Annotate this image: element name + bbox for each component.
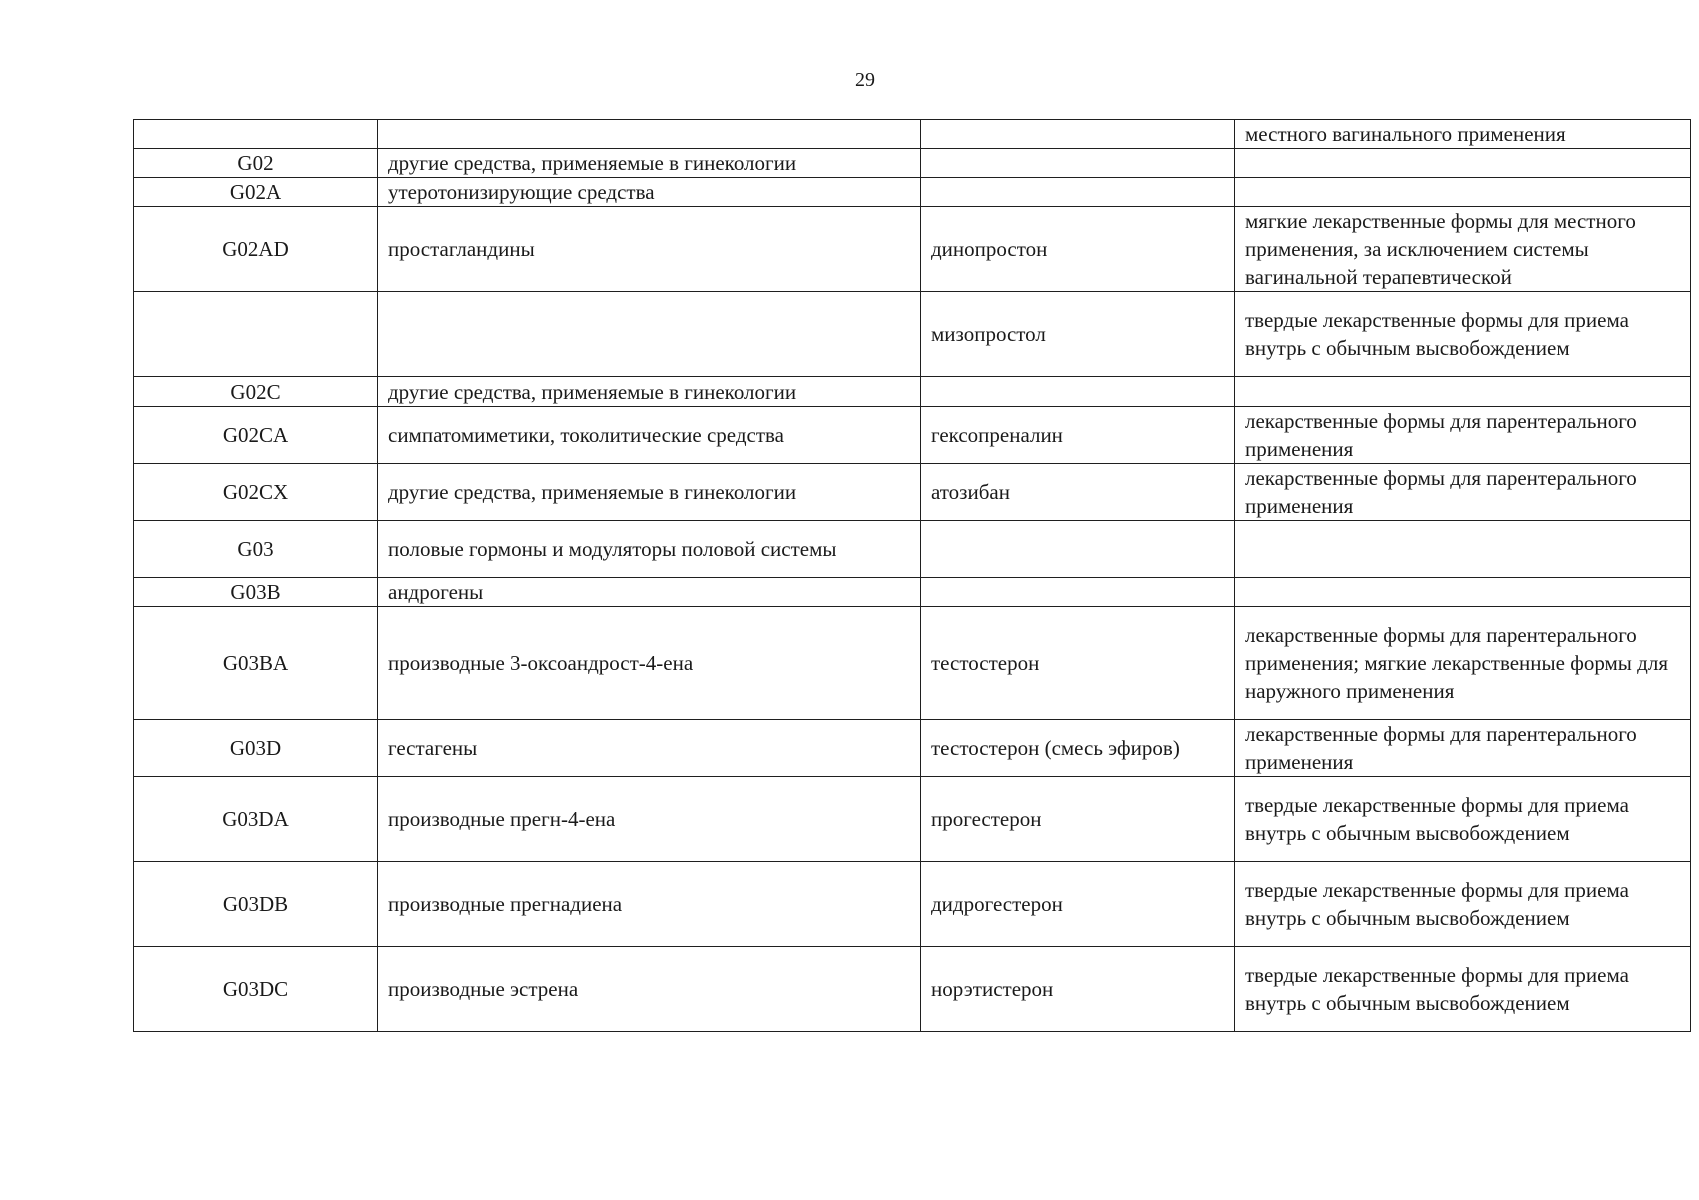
form-cell: лекарственные формы для парентерального применения — [1235, 464, 1691, 521]
drug-cell: норэтистерон — [921, 947, 1235, 1032]
table-row — [134, 292, 1691, 377]
group-cell: симпатомиметики, токолитические средства — [378, 407, 921, 464]
atc-code-cell: G03DC — [134, 947, 378, 1032]
atc-code-cell: G02C — [134, 377, 378, 407]
atc-code-cell: G03 — [134, 521, 378, 578]
table-row — [134, 720, 1691, 777]
atc-code-cell: G03BA — [134, 607, 378, 720]
drug-cell: мизопростол — [921, 292, 1235, 377]
form-cell: лекарственные формы для парентерального применения — [1235, 720, 1691, 777]
form-cell: твердые лекарственные формы для приема внутрь с обычным высвобождением — [1235, 777, 1691, 862]
table-row — [134, 464, 1691, 521]
group-cell: половые гормоны и модуляторы половой системы — [378, 521, 921, 578]
drug-cell: гексопреналин — [921, 407, 1235, 464]
group-cell: другие средства, применяемые в гинекологии — [378, 464, 921, 521]
drug-cell: атозибан — [921, 464, 1235, 521]
form-cell: местного вагинального применения — [1235, 120, 1691, 149]
drug-cell — [921, 578, 1235, 607]
form-cell: лекарственные формы для парентерального применения; мягкие лекарственные формы для наружного применения — [1235, 607, 1691, 720]
group-cell: андрогены — [378, 578, 921, 607]
form-cell: твердые лекарственные формы для приема внутрь с обычным высвобождением — [1235, 947, 1691, 1032]
drug-cell — [921, 521, 1235, 578]
atc-code-cell: G02 — [134, 149, 378, 178]
group-cell — [378, 292, 921, 377]
form-cell: твердые лекарственные формы для приема внутрь с обычным высвобождением — [1235, 862, 1691, 947]
group-cell: производные прегнадиена — [378, 862, 921, 947]
form-cell — [1235, 578, 1691, 607]
atc-code-cell: G03D — [134, 720, 378, 777]
form-cell: лекарственные формы для парентерального применения — [1235, 407, 1691, 464]
group-cell: другие средства, применяемые в гинекологии — [378, 377, 921, 407]
atc-code-cell: G02AD — [134, 207, 378, 292]
drug-cell: тестостерон — [921, 607, 1235, 720]
atc-code-cell: G03B — [134, 578, 378, 607]
group-cell: гестагены — [378, 720, 921, 777]
group-cell: простагландины — [378, 207, 921, 292]
form-cell — [1235, 521, 1691, 578]
table-row — [134, 120, 1691, 149]
table-row — [134, 207, 1691, 292]
drug-cell — [921, 377, 1235, 407]
drug-cell: динопростон — [921, 207, 1235, 292]
group-cell: производные эстрена — [378, 947, 921, 1032]
table-row — [134, 578, 1691, 607]
drug-cell — [921, 178, 1235, 207]
form-cell — [1235, 149, 1691, 178]
atc-code-cell: G03DB — [134, 862, 378, 947]
form-cell — [1235, 377, 1691, 407]
page-number: 29 — [855, 69, 875, 91]
table-row — [134, 178, 1691, 207]
group-cell: утеротонизирующие средства — [378, 178, 921, 207]
group-cell: производные 3-оксоандрост-4-ена — [378, 607, 921, 720]
atc-code-cell: G02A — [134, 178, 378, 207]
drug-cell: прогестерон — [921, 777, 1235, 862]
table-row — [134, 607, 1691, 720]
form-cell: твердые лекарственные формы для приема внутрь с обычным высвобождением — [1235, 292, 1691, 377]
table-row — [134, 777, 1691, 862]
atc-code-cell: G03DA — [134, 777, 378, 862]
table-row — [134, 862, 1691, 947]
drug-cell: тестостерон (смесь эфиров) — [921, 720, 1235, 777]
atc-code-cell: G02CA — [134, 407, 378, 464]
table-row — [134, 149, 1691, 178]
table-row — [134, 377, 1691, 407]
atc-code-cell: G02CX — [134, 464, 378, 521]
drug-cell — [921, 120, 1235, 149]
group-cell: другие средства, применяемые в гинекологии — [378, 149, 921, 178]
group-cell — [378, 120, 921, 149]
form-cell — [1235, 178, 1691, 207]
atc-code-cell — [134, 292, 378, 377]
table-row — [134, 521, 1691, 578]
form-cell: мягкие лекарственные формы для местного применения, за исключением системы вагинальной терапевтической — [1235, 207, 1691, 292]
drug-table — [133, 119, 1691, 1032]
table-row — [134, 947, 1691, 1032]
group-cell: производные прегн-4-ена — [378, 777, 921, 862]
drug-cell — [921, 149, 1235, 178]
atc-code-cell — [134, 120, 378, 149]
table-row — [134, 407, 1691, 464]
drug-cell: дидрогестерон — [921, 862, 1235, 947]
